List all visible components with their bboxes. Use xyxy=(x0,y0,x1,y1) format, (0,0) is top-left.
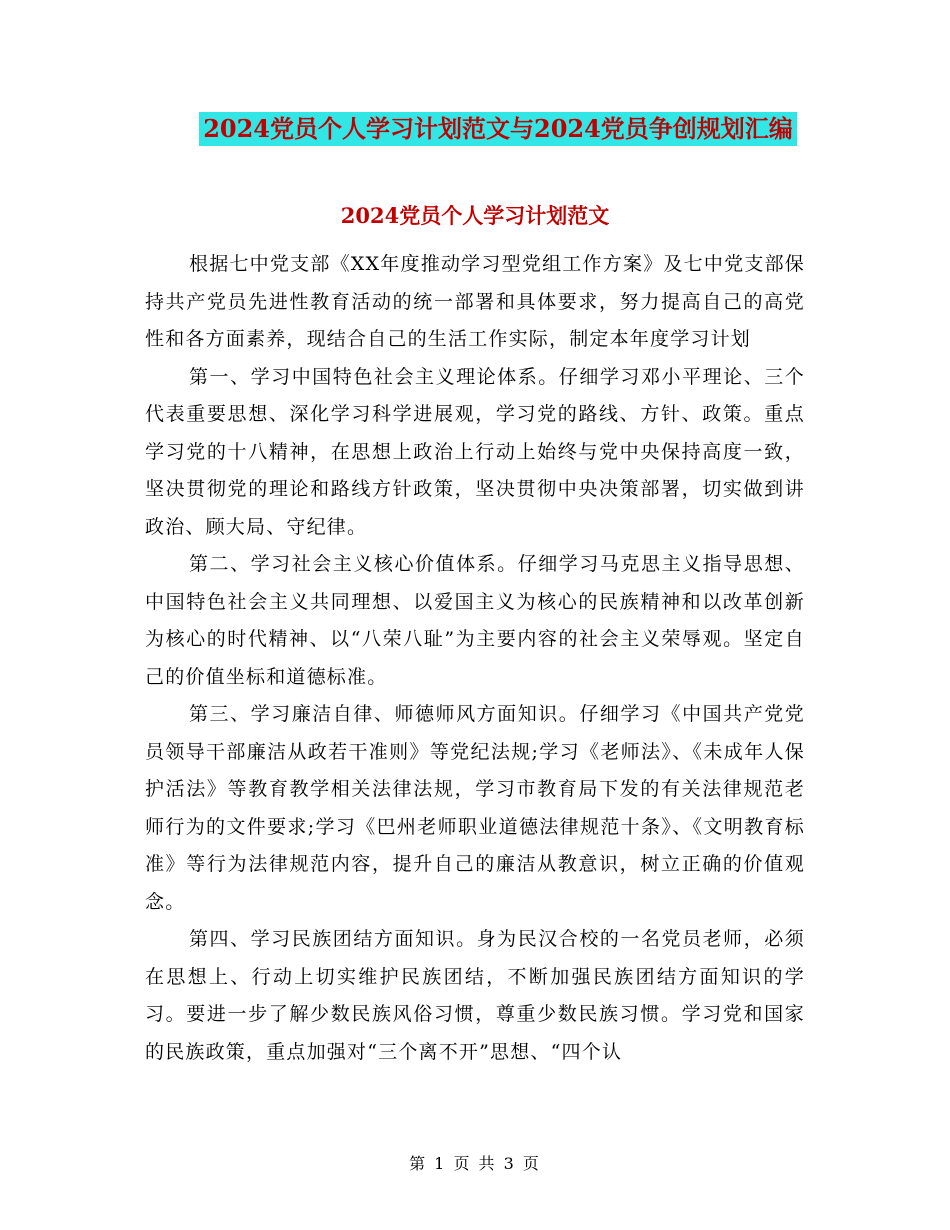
paragraph-intro: 根据七中党支部《XX年度推动学习型党组工作方案》及七中党支部保持共产党员先进性教育活动的统一部署和具体要求，努力提高自己的高党性和各方面素养，现结合自己的生活工作实际，制定本年度学习计划 xyxy=(145,253,805,350)
paragraph-point-4: 第四、学习民族团结方面知识。身为民汉合校的一名党员老师，必须在思想上、行动上切实维护民族团结，不断加强民族团结方面知识的学习。要进一步了解少数民族风俗习惯，尊重少数民族习惯。学习党和国家的民族政策，重点加强对“三个离不开”思想、“四个认 xyxy=(145,928,805,1063)
section-title: 2024党员个人学习计划范文 xyxy=(340,203,610,228)
paragraph-point-3: 第三、学习廉洁自律、师德师风方面知识。仔细学习《中国共产党党员领导干部廉洁从政若干准则》等党纪法规;学习《老师法》、《未成年人保护活法》等教育教学相关法律法规，学习市教育局下发的有关法律规范老师行为的文件要求;学习《巴州老师职业道德法律规范十条》、《文明教育标准》等行为法律规范内容，提升自己的廉洁从教意识，树立正确的价值观念。 xyxy=(145,703,805,913)
document-body xyxy=(145,246,805,1071)
page-footer: 第 1 页 共 3 页 xyxy=(409,1154,541,1173)
document-title: 2024党员个人学习计划范文与2024党员争创规划汇编 xyxy=(199,112,797,146)
paragraph-point-1: 第一、学习中国特色社会主义理论体系。仔细学习邓小平理论、三个代表重要思想、深化学习科学进展观，学习党的路线、方针、政策。重点学习党的十八精神，在思想上政治上行动上始终与党中央保持高度一致，坚决贯彻党的理论和路线方针政策，坚决贯彻中央决策部署，切实做到讲政治、顾大局、守纪律。 xyxy=(145,365,805,538)
paragraph-point-2: 第二、学习社会主义核心价值体系。仔细学习马克思主义指导思想、中国特色社会主义共同理想、以爱国主义为核心的民族精神和以改革创新为核心的时代精神、以“八荣八耻”为主要内容的社会主义荣辱观。坚定自己的价值坐标和道德标准。 xyxy=(145,553,805,688)
document-title-container xyxy=(0,112,950,146)
